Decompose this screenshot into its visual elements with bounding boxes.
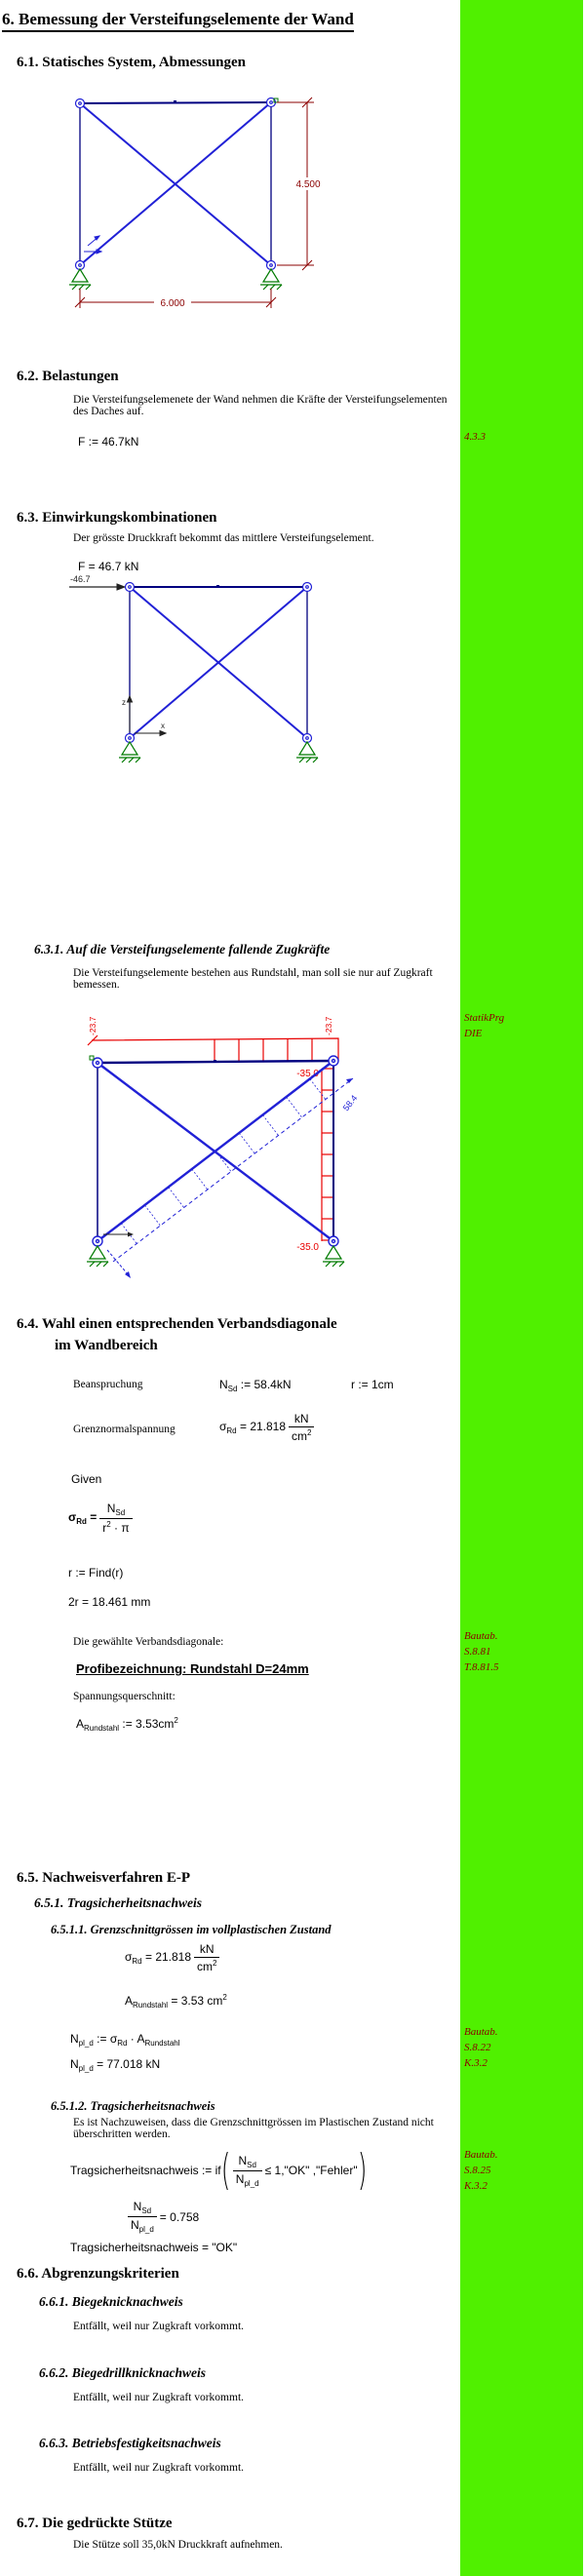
margin-note-line: S.8.25 [464,2165,491,2176]
support-left-icon [119,742,140,762]
chord-force-diagram [88,1035,338,1062]
paragraph-6-5-1-2 [73,2117,434,2140]
paragraph-6-6-2: Entfällt, weil nur Zugkraft vorkommt. [73,2392,245,2403]
paragraph-6-3-1 [73,967,433,991]
paragraph-line: überschritten werden. [73,2128,171,2140]
label-grenznormalspannung: Grenznormalspannung [73,1424,176,1435]
width-dim-label: 6.000 [160,298,185,309]
paragraph-6-6-1: Entfällt, weil nur Zugkraft vorkommt. [73,2321,245,2332]
profile-designation: Profibezeichnung: Rundstahl D=24mm [76,1661,309,1676]
paragraph-line: Die Versteifungselemenete der Wand nehmen die Kräfte der Versteifungselementen [73,394,448,406]
heading-6-1: 6.1. Statisches System, Abmessungen [17,55,247,70]
midspan-node-marker [214,1060,216,1063]
heading-6-6-3: 6.6.3. Betriebsfestigkeitsnachweis [39,2436,221,2450]
diagram-axial-forces[interactable] [49,1002,414,1295]
margin-note-statikprg [464,1010,504,1041]
margin-note-line: K.3.2 [464,2057,488,2069]
load-arrow [69,584,125,590]
heading-6-4: 6.4. Wahl einen entsprechenden Verbandsdiagonale [17,1316,337,1332]
support-right-icon [323,1246,344,1267]
tension-force-band [113,1078,353,1262]
math-npl-definition[interactable]: $N_{pl\_d}$ := $\sigma_{Rd} \cdot A_{Rundstahl}$ [70,2032,180,2048]
open-paren: ( [220,2145,230,2195]
axes-icon [103,1232,134,1279]
label-beanspruchung: Beanspruchung [73,1379,143,1390]
math-diameter-result[interactable]: 2r = 18.461 mm [68,1595,151,1609]
support-left-icon [69,269,91,290]
heading-6-5-1-2: 6.5.1.2. Tragsicherheitsnachweis [51,2099,215,2113]
top-left-node-marker [90,1056,94,1060]
height-dim-label: 4.500 [295,179,321,190]
paragraph-6-2 [73,394,448,417]
heading-6-5-1-1: 6.5.1.1. Grenzschnittgrössen im vollplastischen Zustand [51,1923,332,1936]
heading-6-7: 6.7. Die gedrückte Stütze [17,2516,173,2531]
paragraph-6-6-3: Entfällt, weil nur Zugkraft vorkommt. [73,2462,245,2474]
brace-diagonals [130,587,307,738]
column-force-label-bottom: -35.0 [296,1242,319,1253]
math-force-definition[interactable]: F := 46.7kN [78,435,139,449]
midspan-node-marker [216,585,219,588]
diagram-static-system[interactable] [37,86,378,330]
margin-note-line: Bautab. [464,2149,498,2161]
margin-note-line: DIE [464,1028,483,1039]
margin-note-line: Bautab. [464,2026,498,2038]
close-paren: ) [357,2145,367,2195]
paragraph-6-3: Der grösste Druckkraft bekommt das mittlere Versteifungselement. [73,532,374,544]
axes-icon [84,236,101,254]
margin-note-line: K.3.2 [464,2180,488,2192]
math-npl-eval[interactable]: $N_{pl\_d} = 77.018$ kN [70,2057,161,2073]
paragraph-6-7: Die Stütze soll 35,0kN Druckkraft aufnehmen. [73,2539,283,2551]
page-title: 6. Bemessung der Versteifungselemente der Wand [2,10,354,32]
heading-6-5-1: 6.5.1. Tragsicherheitsnachweis [34,1895,203,1910]
midspan-node-marker [174,100,176,103]
margin-note-bautab-825 [464,2147,498,2194]
math-sigma-rd[interactable]: $\sigma_{Rd} = 21.818$ $\frac{kN}{cm^2}$ [219,1412,317,1443]
axis-z-label: z [122,698,126,707]
math-tsn-result[interactable]: Tragsicherheitsnachweis = "OK" [70,2241,238,2254]
margin-note-bautab-881 [464,1628,499,1675]
diagonal-force-label: 58.4 [340,1093,360,1113]
heading-6-4-line2: im Wandbereich [55,1338,158,1353]
margin-note-line: T.8.81.5 [464,1661,499,1673]
math-ratio-eval[interactable]: $\frac{N_{Sd}}{N_{pl\_d}}$ = 0.758 [125,2200,199,2234]
axis-x-label: x [161,722,165,730]
margin-note-line: S.8.22 [464,2042,491,2053]
heading-6-6-1: 6.6.1. Biegeknicknachweis [39,2294,183,2309]
math-force-eval[interactable]: F = 46.7 kN [78,560,139,573]
margin-note-line: StatikPrg [464,1012,505,1024]
column-force-label-top: -35.0 [296,1069,319,1079]
math-r-definition[interactable]: r := 1cm [351,1378,394,1391]
support-left-icon [87,1246,108,1267]
diagram-load-case[interactable] [54,570,395,777]
label-chosen-diagonal: Die gewählte Verbandsdiagonale: [73,1636,224,1648]
heading-6-6-2: 6.6.2. Biegedrillknicknachweis [39,2365,207,2380]
support-right-icon [260,269,282,290]
margin-note-433: 4.3.3 [464,431,486,443]
math-given-keyword[interactable]: Given [71,1472,102,1486]
math-tsn-if-formula[interactable]: Tragsicherheitsnachweis := if ( $\frac{N_{Sd}}{N_{pl\_d}}$ ≤ 1,"OK" ,"Fehler" ) [70,2145,367,2195]
math-area-definition[interactable]: $A_{Rundstahl}$ := $3.53cm^2$ [76,1716,178,1733]
paragraph-line: Die Versteifungselemente bestehen aus Rundstahl, man soll sie nur auf Zugkraft [73,967,433,979]
label-spannungsquerschnitt: Spannungsquerschnitt: [73,1691,176,1702]
margin-note-bautab-822 [464,2024,498,2071]
paragraph-line: bemessen. [73,979,120,991]
margin-note-line: S.8.81 [464,1646,491,1658]
math-area-eval[interactable]: $A_{Rundstahl} = 3.53$ $cm^2$ [125,1993,227,2010]
math-find[interactable]: r := Find(r) [68,1566,124,1580]
paragraph-line: Es ist Nachzuweisen, dass die Grenzschnittgrössen im Plastischen Zustand nicht [73,2117,434,2128]
heading-6-6: 6.6. Abgrenzungskriterien [17,2266,179,2282]
paragraph-line: des Daches auf. [73,406,144,417]
math-nsd-definition[interactable]: $N_{Sd}$ := 58.4kN [219,1378,292,1393]
heading-6-3: 6.3. Einwirkungskombinationen [17,510,217,526]
load-value-label: -46.7 [70,574,91,584]
margin-note-line: Bautab. [464,1630,498,1642]
heading-6-2: 6.2. Belastungen [17,369,119,384]
math-solve-equation[interactable]: $\sigma_{Rd}$ = $\frac{N_{Sd}}{r^2 \cdot \pi}$ [68,1502,136,1535]
chord-force-label-right: -23.7 [324,1016,333,1035]
math-sigma-rd-eval[interactable]: $\sigma_{Rd} = 21.818$ $\frac{kN}{cm^2}$ [125,1942,222,1973]
support-right-icon [296,742,318,762]
brace-diagonals [80,102,271,265]
heading-6-5: 6.5. Nachweisverfahren E-P [17,1870,191,1886]
chord-force-label-left: -23.7 [88,1016,98,1035]
heading-6-3-1: 6.3.1. Auf die Versteifungselemente fallende Zugkräfte [34,942,331,956]
